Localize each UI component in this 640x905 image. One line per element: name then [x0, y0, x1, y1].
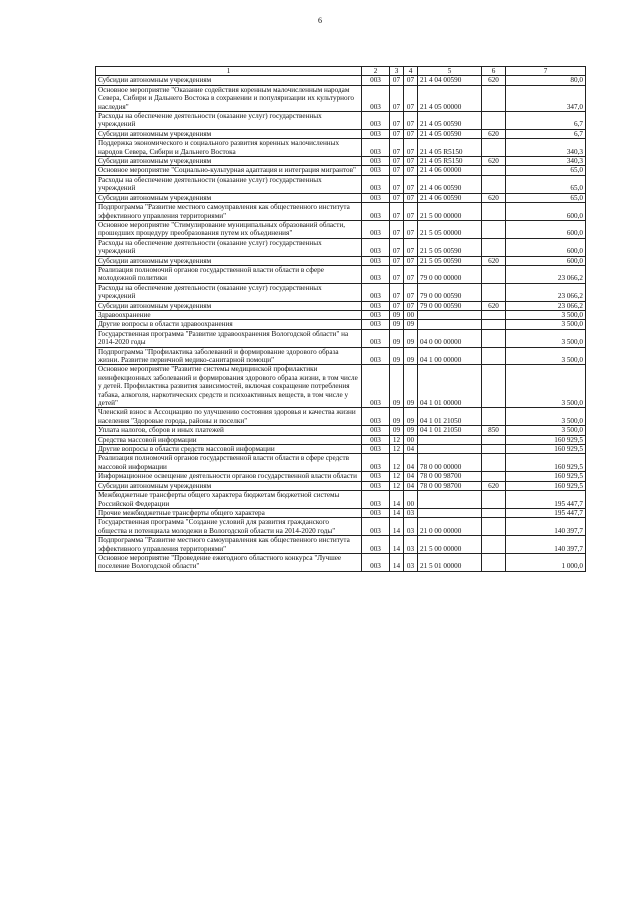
table-row — [96, 481, 586, 490]
amount-cell: 3 500,0 — [506, 310, 586, 319]
ministry-code-cell: 003 — [362, 166, 390, 175]
expense-name-cell: Межбюджетные трансферты общего характера бюджетам бюджетной системы Российской Федерации — [96, 491, 362, 509]
column-header: 6 — [482, 67, 506, 76]
expense-type-cell — [482, 365, 506, 408]
target-article-cell — [418, 435, 482, 444]
table-row — [96, 129, 586, 138]
subsection-code-cell: 00 — [404, 435, 418, 444]
column-header: 4 — [404, 67, 418, 76]
target-article-cell: 04 0 00 00000 — [418, 329, 482, 347]
amount-cell: 347,0 — [506, 85, 586, 111]
amount-cell: 80,0 — [506, 76, 586, 85]
amount-cell: 65,0 — [506, 166, 586, 175]
ministry-code-cell: 003 — [362, 112, 390, 130]
ministry-code-cell: 003 — [362, 139, 390, 157]
expense-type-cell — [482, 472, 506, 481]
expense-name-cell: Субсидии автономным учреждениям — [96, 256, 362, 265]
table-row — [96, 320, 586, 329]
expense-type-cell — [482, 491, 506, 509]
table-row — [96, 454, 586, 472]
amount-cell: 3 500,0 — [506, 347, 586, 365]
ministry-code-cell: 003 — [362, 491, 390, 509]
expense-name-cell: Членский взнос в Ассоциацию по улучшению состояния здоровья и качества жизни населения "Здоровые города, районы и поселки" — [96, 408, 362, 426]
expense-type-cell — [482, 320, 506, 329]
section-code-cell: 07 — [390, 193, 404, 202]
expense-name-cell: Субсидии автономным учреждениям — [96, 481, 362, 490]
table-row — [96, 157, 586, 166]
expense-type-cell — [482, 265, 506, 283]
section-code-cell: 07 — [390, 157, 404, 166]
table-row — [96, 85, 586, 111]
expense-name-cell: Подпрограмма "Развитие местного самоуправления как общественного института эффективного управления территориями" — [96, 203, 362, 221]
subsection-code-cell: 07 — [404, 283, 418, 301]
table-row — [96, 518, 586, 536]
expense-type-cell — [482, 445, 506, 454]
expense-type-cell — [482, 329, 506, 347]
expense-name-cell: Субсидии автономным учреждениям — [96, 157, 362, 166]
expense-name-cell: Основное мероприятие "Проведение ежегодного областного конкурса "Лучшее поселение Вологодской области" — [96, 553, 362, 571]
expense-type-cell — [482, 283, 506, 301]
table-header-row — [96, 67, 586, 76]
table-row — [96, 76, 586, 85]
budget-table — [95, 66, 586, 572]
section-code-cell: 09 — [390, 347, 404, 365]
expense-name-cell: Расходы на обеспечение деятельности (оказание услуг) государственных учреждений — [96, 175, 362, 193]
expense-type-cell — [482, 408, 506, 426]
section-code-cell: 07 — [390, 301, 404, 310]
expense-type-cell: 620 — [482, 129, 506, 138]
expense-name-cell: Реализация полномочий органов государственной власти области в сфере средств массовой информации — [96, 454, 362, 472]
ministry-code-cell: 003 — [362, 454, 390, 472]
amount-cell: 23 066,2 — [506, 265, 586, 283]
ministry-code-cell: 003 — [362, 472, 390, 481]
amount-cell: 6,7 — [506, 129, 586, 138]
ministry-code-cell: 003 — [362, 408, 390, 426]
amount-cell: 6,7 — [506, 112, 586, 130]
expense-type-cell — [482, 85, 506, 111]
expense-name-cell: Здравоохранение — [96, 310, 362, 319]
table-row — [96, 203, 586, 221]
table-row — [96, 301, 586, 310]
section-code-cell: 12 — [390, 454, 404, 472]
target-article-cell: 79 0 00 00590 — [418, 283, 482, 301]
section-code-cell: 07 — [390, 76, 404, 85]
target-article-cell: 04 1 01 21050 — [418, 408, 482, 426]
section-code-cell: 07 — [390, 203, 404, 221]
table-row — [96, 553, 586, 571]
subsection-code-cell: 07 — [404, 220, 418, 238]
target-article-cell: 21 4 06 00590 — [418, 175, 482, 193]
amount-cell: 1 000,0 — [506, 553, 586, 571]
table-row — [96, 435, 586, 444]
target-article-cell: 21 4 04 00590 — [418, 76, 482, 85]
subsection-code-cell: 07 — [404, 112, 418, 130]
expense-type-cell — [482, 508, 506, 517]
section-code-cell: 07 — [390, 265, 404, 283]
table-row — [96, 329, 586, 347]
subsection-code-cell: 07 — [404, 139, 418, 157]
subsection-code-cell: 07 — [404, 157, 418, 166]
expense-name-cell: Реализация полномочий органов государственной власти области в сфере молодежной политики — [96, 265, 362, 283]
amount-cell: 600,0 — [506, 220, 586, 238]
amount-cell: 23 066,2 — [506, 301, 586, 310]
subsection-code-cell: 03 — [404, 553, 418, 571]
expense-name-cell: Государственная программа "Создание условий для развития гражданского общества и потенциала молодежи в Вологодской области на 2014-2020 годы" — [96, 518, 362, 536]
section-code-cell: 09 — [390, 310, 404, 319]
ministry-code-cell: 003 — [362, 320, 390, 329]
target-article-cell — [418, 508, 482, 517]
target-article-cell: 21 5 05 00000 — [418, 220, 482, 238]
ministry-code-cell: 003 — [362, 301, 390, 310]
ministry-code-cell: 003 — [362, 175, 390, 193]
table-row — [96, 472, 586, 481]
table-row — [96, 265, 586, 283]
expense-name-cell: Основное мероприятие "Развитие системы медицинской профилактики неинфекционных заболеваний и формирования здорового образа жизни, в том числе у детей. Профилактика развития зависимостей, включая сокращение потребления табака, алкоголя, наркотических средств и психоактивных веществ, в том числе у детей" — [96, 365, 362, 408]
subsection-code-cell: 09 — [404, 365, 418, 408]
section-code-cell: 09 — [390, 408, 404, 426]
amount-cell: 23 066,2 — [506, 283, 586, 301]
amount-cell: 3 500,0 — [506, 426, 586, 435]
ministry-code-cell: 003 — [362, 85, 390, 111]
expense-name-cell: Расходы на обеспечение деятельности (оказание услуг) государственных учреждений — [96, 112, 362, 130]
expense-type-cell: 620 — [482, 76, 506, 85]
expense-type-cell: 620 — [482, 256, 506, 265]
target-article-cell: 21 5 00 00000 — [418, 203, 482, 221]
column-header: 2 — [362, 67, 390, 76]
target-article-cell: 21 5 00 00000 — [418, 536, 482, 554]
amount-cell: 65,0 — [506, 193, 586, 202]
amount-cell: 140 397,7 — [506, 536, 586, 554]
ministry-code-cell: 003 — [362, 265, 390, 283]
target-article-cell: 04 1 01 21050 — [418, 426, 482, 435]
subsection-code-cell: 07 — [404, 256, 418, 265]
column-header: 5 — [418, 67, 482, 76]
table-row — [96, 283, 586, 301]
target-article-cell: 21 5 01 00000 — [418, 553, 482, 571]
expense-name-cell: Подпрограмма "Профилактика заболеваний и формирование здорового образа жизни. Развитие первичной медико-санитарной помощи" — [96, 347, 362, 365]
expense-type-cell: 620 — [482, 481, 506, 490]
expense-type-cell — [482, 310, 506, 319]
target-article-cell — [418, 491, 482, 509]
section-code-cell: 09 — [390, 329, 404, 347]
expense-name-cell: Основное мероприятие "Социально-культурная адаптация и интеграция мигрантов" — [96, 166, 362, 175]
target-article-cell: 78 0 00 98700 — [418, 472, 482, 481]
subsection-code-cell: 07 — [404, 76, 418, 85]
target-article-cell: 04 1 01 00000 — [418, 365, 482, 408]
expense-name-cell: Субсидии автономным учреждениям — [96, 129, 362, 138]
table-row — [96, 508, 586, 517]
target-article-cell: 21 4 05 00590 — [418, 129, 482, 138]
section-code-cell: 09 — [390, 426, 404, 435]
ministry-code-cell: 003 — [362, 283, 390, 301]
expense-name-cell: Поддержка экономического и социального развития коренных малочисленных народов Севера, Сибири и Дальнего Востока — [96, 139, 362, 157]
expense-type-cell — [482, 175, 506, 193]
table-row — [96, 193, 586, 202]
table-row — [96, 175, 586, 193]
ministry-code-cell: 003 — [362, 365, 390, 408]
ministry-code-cell: 003 — [362, 329, 390, 347]
expense-type-cell — [482, 435, 506, 444]
ministry-code-cell: 003 — [362, 129, 390, 138]
amount-cell: 3 500,0 — [506, 365, 586, 408]
target-article-cell: 21 0 00 00000 — [418, 518, 482, 536]
amount-cell: 160 929,5 — [506, 454, 586, 472]
target-article-cell: 21 5 05 00590 — [418, 238, 482, 256]
expense-type-cell — [482, 112, 506, 130]
table-row — [96, 491, 586, 509]
expense-name-cell: Расходы на обеспечение деятельности (оказание услуг) государственных учреждений — [96, 283, 362, 301]
expense-type-cell: 620 — [482, 301, 506, 310]
ministry-code-cell: 003 — [362, 238, 390, 256]
expense-name-cell: Государственная программа "Развитие здравоохранения Вологодской области" на 2014-2020 годы — [96, 329, 362, 347]
expense-name-cell: Основное мероприятие "Оказание содействия коренным малочисленным народам Севера, Сибири и Дальнего Востока в сохранении и популяризации их культурного наследия" — [96, 85, 362, 111]
table-body — [96, 76, 586, 571]
target-article-cell: 21 4 06 00590 — [418, 193, 482, 202]
section-code-cell: 09 — [390, 320, 404, 329]
subsection-code-cell: 03 — [404, 518, 418, 536]
amount-cell: 140 397,7 — [506, 518, 586, 536]
ministry-code-cell: 003 — [362, 518, 390, 536]
subsection-code-cell: 07 — [404, 203, 418, 221]
table-row — [96, 310, 586, 319]
section-code-cell: 14 — [390, 508, 404, 517]
expense-name-cell: Субсидии автономным учреждениям — [96, 76, 362, 85]
table-row — [96, 426, 586, 435]
ministry-code-cell: 003 — [362, 435, 390, 444]
ministry-code-cell: 003 — [362, 445, 390, 454]
expense-name-cell: Прочие межбюджетные трансферты общего характера — [96, 508, 362, 517]
table-row — [96, 347, 586, 365]
subsection-code-cell: 04 — [404, 445, 418, 454]
section-code-cell: 07 — [390, 129, 404, 138]
amount-cell: 600,0 — [506, 238, 586, 256]
subsection-code-cell: 07 — [404, 265, 418, 283]
subsection-code-cell: 00 — [404, 310, 418, 319]
subsection-code-cell: 04 — [404, 481, 418, 490]
amount-cell: 195 447,7 — [506, 491, 586, 509]
ministry-code-cell: 003 — [362, 508, 390, 517]
section-code-cell: 12 — [390, 435, 404, 444]
subsection-code-cell: 09 — [404, 426, 418, 435]
target-article-cell: 21 4 06 00000 — [418, 166, 482, 175]
subsection-code-cell: 07 — [404, 85, 418, 111]
target-article-cell: 21 5 05 00590 — [418, 256, 482, 265]
section-code-cell: 12 — [390, 445, 404, 454]
subsection-code-cell: 07 — [404, 166, 418, 175]
amount-cell: 160 929,5 — [506, 445, 586, 454]
ministry-code-cell: 003 — [362, 220, 390, 238]
expense-type-cell — [482, 518, 506, 536]
column-header: 3 — [390, 67, 404, 76]
amount-cell: 3 500,0 — [506, 320, 586, 329]
expense-name-cell: Другие вопросы в области средств массовой информации — [96, 445, 362, 454]
expense-type-cell — [482, 238, 506, 256]
target-article-cell: 79 0 00 00590 — [418, 301, 482, 310]
amount-cell: 340,3 — [506, 139, 586, 157]
subsection-code-cell: 03 — [404, 536, 418, 554]
table-row — [96, 256, 586, 265]
amount-cell: 600,0 — [506, 256, 586, 265]
ministry-code-cell: 003 — [362, 193, 390, 202]
target-article-cell: 78 0 00 98700 — [418, 481, 482, 490]
target-article-cell: 21 4 05 00000 — [418, 85, 482, 111]
target-article-cell: 21 4 05 R5150 — [418, 139, 482, 157]
subsection-code-cell: 00 — [404, 491, 418, 509]
expense-type-cell: 850 — [482, 426, 506, 435]
amount-cell: 3 500,0 — [506, 408, 586, 426]
subsection-code-cell: 09 — [404, 347, 418, 365]
expense-name-cell: Уплата налогов, сборов и иных платежей — [96, 426, 362, 435]
amount-cell: 160 929,5 — [506, 435, 586, 444]
section-code-cell: 07 — [390, 112, 404, 130]
expense-name-cell: Другие вопросы в области здравоохранения — [96, 320, 362, 329]
target-article-cell: 04 1 00 00000 — [418, 347, 482, 365]
subsection-code-cell: 07 — [404, 129, 418, 138]
expense-name-cell: Субсидии автономным учреждениям — [96, 193, 362, 202]
subsection-code-cell: 04 — [404, 472, 418, 481]
table-row — [96, 220, 586, 238]
amount-cell: 160 929,5 — [506, 481, 586, 490]
target-article-cell: 21 4 05 R5150 — [418, 157, 482, 166]
column-header: 7 — [506, 67, 586, 76]
ministry-code-cell: 003 — [362, 347, 390, 365]
subsection-code-cell: 07 — [404, 238, 418, 256]
target-article-cell — [418, 310, 482, 319]
table-row — [96, 166, 586, 175]
ministry-code-cell: 003 — [362, 203, 390, 221]
subsection-code-cell: 04 — [404, 454, 418, 472]
expense-type-cell — [482, 553, 506, 571]
section-code-cell: 14 — [390, 491, 404, 509]
expense-name-cell: Расходы на обеспечение деятельности (оказание услуг) государственных учреждений — [96, 238, 362, 256]
section-code-cell: 07 — [390, 175, 404, 193]
column-header: 1 — [96, 67, 362, 76]
section-code-cell: 07 — [390, 238, 404, 256]
subsection-code-cell: 07 — [404, 301, 418, 310]
expense-type-cell — [482, 454, 506, 472]
subsection-code-cell: 09 — [404, 329, 418, 347]
subsection-code-cell: 09 — [404, 320, 418, 329]
expense-type-cell — [482, 536, 506, 554]
target-article-cell — [418, 445, 482, 454]
section-code-cell: 07 — [390, 85, 404, 111]
expense-type-cell — [482, 220, 506, 238]
amount-cell: 340,3 — [506, 157, 586, 166]
table-row — [96, 112, 586, 130]
section-code-cell: 12 — [390, 481, 404, 490]
section-code-cell: 09 — [390, 365, 404, 408]
section-code-cell: 07 — [390, 283, 404, 301]
section-code-cell: 14 — [390, 518, 404, 536]
section-code-cell: 14 — [390, 536, 404, 554]
target-article-cell: 21 4 05 00590 — [418, 112, 482, 130]
expense-type-cell — [482, 203, 506, 221]
ministry-code-cell: 003 — [362, 310, 390, 319]
table-row — [96, 408, 586, 426]
expense-name-cell: Подпрограмма "Развитие местного самоуправления как общественного института эффективного управления территориями" — [96, 536, 362, 554]
table-row — [96, 536, 586, 554]
table-row — [96, 139, 586, 157]
target-article-cell — [418, 320, 482, 329]
expense-type-cell — [482, 166, 506, 175]
expense-type-cell: 620 — [482, 193, 506, 202]
table-row — [96, 238, 586, 256]
subsection-code-cell: 07 — [404, 193, 418, 202]
ministry-code-cell: 003 — [362, 536, 390, 554]
subsection-code-cell: 09 — [404, 408, 418, 426]
ministry-code-cell: 003 — [362, 76, 390, 85]
ministry-code-cell: 003 — [362, 426, 390, 435]
section-code-cell: 07 — [390, 220, 404, 238]
target-article-cell: 78 0 00 00000 — [418, 454, 482, 472]
expense-name-cell: Средства массовой информации — [96, 435, 362, 444]
amount-cell: 160 929,5 — [506, 472, 586, 481]
subsection-code-cell: 07 — [404, 175, 418, 193]
section-code-cell: 12 — [390, 472, 404, 481]
expense-name-cell: Субсидии автономным учреждениям — [96, 301, 362, 310]
expense-type-cell: 620 — [482, 157, 506, 166]
section-code-cell: 07 — [390, 166, 404, 175]
expense-name-cell: Основное мероприятие "Стимулирование муниципальных образований области, прошедших процедуру преобразования путем их объединения" — [96, 220, 362, 238]
ministry-code-cell: 003 — [362, 481, 390, 490]
table-row — [96, 445, 586, 454]
section-code-cell: 07 — [390, 139, 404, 157]
amount-cell: 3 500,0 — [506, 329, 586, 347]
section-code-cell: 07 — [390, 256, 404, 265]
amount-cell: 65,0 — [506, 175, 586, 193]
subsection-code-cell: 03 — [404, 508, 418, 517]
ministry-code-cell: 003 — [362, 256, 390, 265]
amount-cell: 600,0 — [506, 203, 586, 221]
amount-cell: 195 447,7 — [506, 508, 586, 517]
target-article-cell: 79 0 00 00000 — [418, 265, 482, 283]
ministry-code-cell: 003 — [362, 157, 390, 166]
table-row — [96, 365, 586, 408]
page-number: 6 — [318, 16, 322, 25]
expense-type-cell — [482, 347, 506, 365]
section-code-cell: 14 — [390, 553, 404, 571]
ministry-code-cell: 003 — [362, 553, 390, 571]
expense-name-cell: Информационное освещение деятельности органов государственной власти области — [96, 472, 362, 481]
expense-type-cell — [482, 139, 506, 157]
